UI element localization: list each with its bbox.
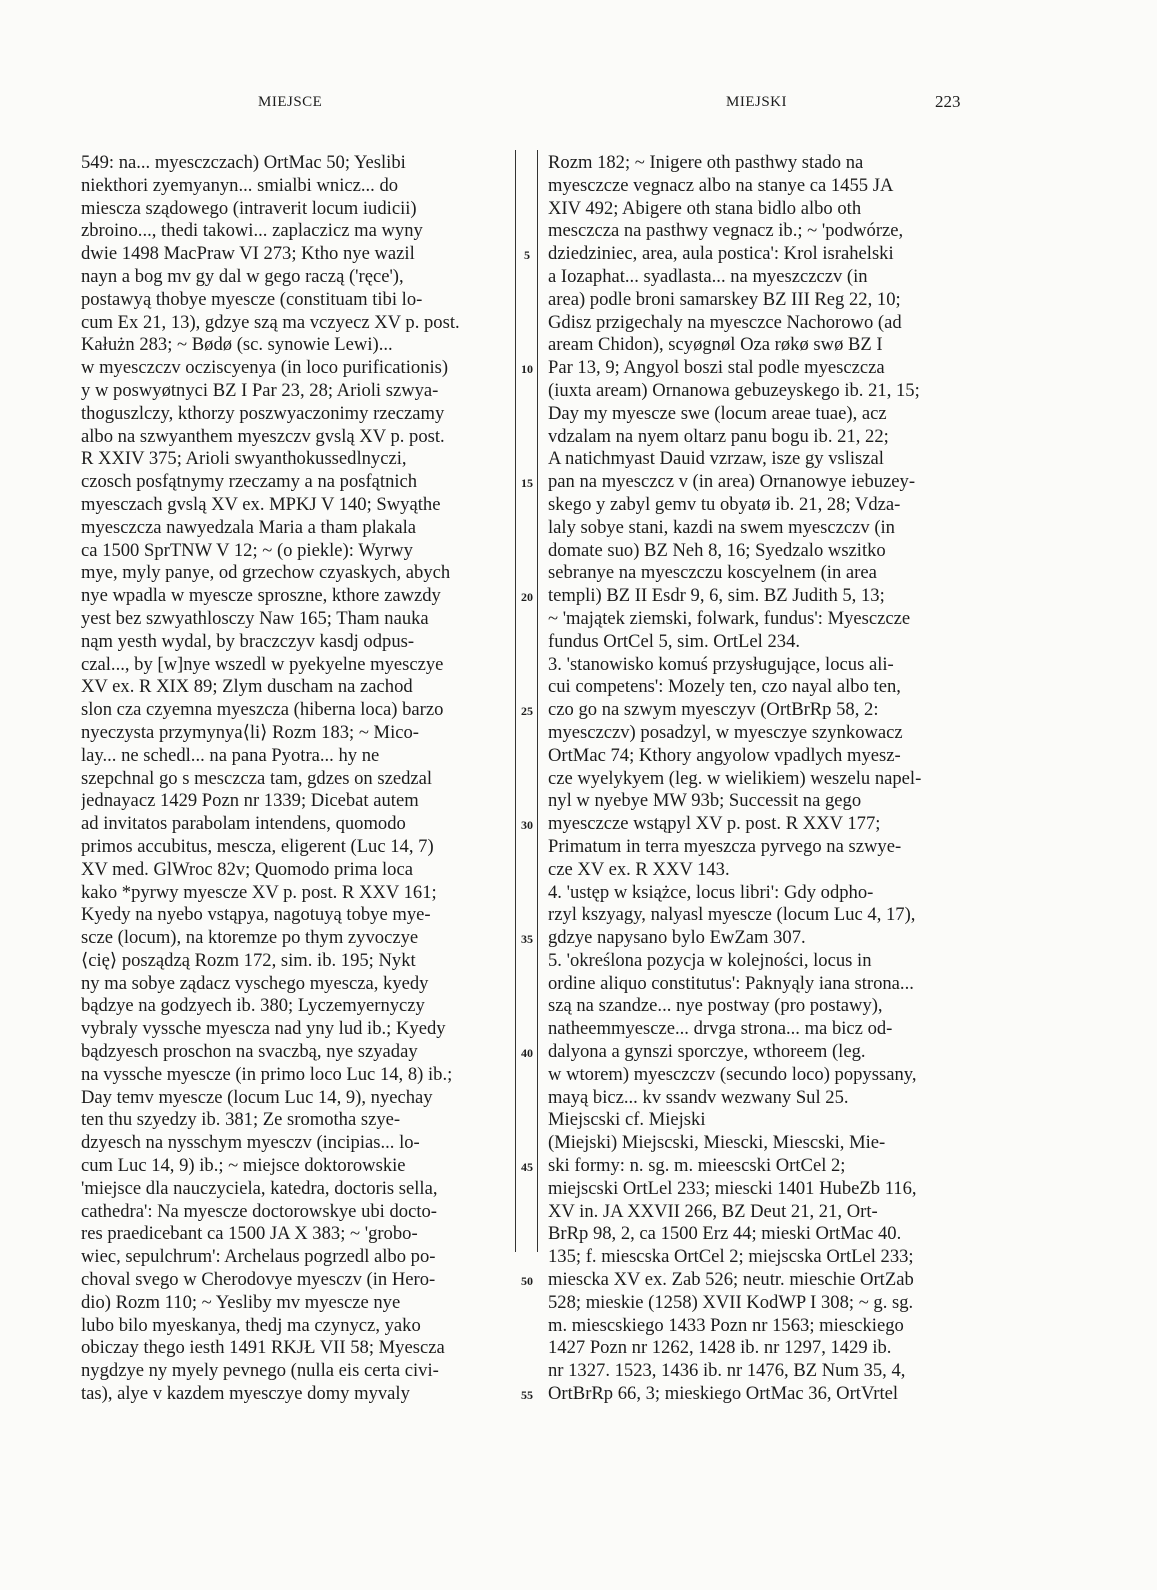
line-number: 20 [521, 590, 533, 605]
right-column-line: czo go na szwym myesczyv (OrtBrRp 58, 2: [548, 699, 879, 721]
left-column-line: wiec, sepulchrum': Archelaus pogrzedl albo po- [81, 1246, 436, 1268]
right-column-line: vdzalam na nyem oltarz panu bogu ib. 21, 22; [548, 425, 889, 447]
left-column-line: primos accubitus, mescza, eligerent (Luc 14, 7) [81, 835, 434, 857]
right-column-line: laly sobye stani, kazdi na swem myesczczv (in [548, 516, 895, 538]
right-column-line: rzyl kszyagy, nalyasl myescze (locum Luc 4, 17), [548, 904, 916, 926]
right-column-line: (Miejski) Miejscski, Miescki, Miescski, Mie- [548, 1132, 886, 1154]
left-column-line: lay... ne schedl... na pana Pyotra... hy ne [81, 744, 380, 766]
line-number: 40 [521, 1046, 533, 1061]
right-column-line: miejscski OrtLel 233; miescki 1401 HubeZb 116, [548, 1177, 917, 1199]
left-column-line: Kyedy na nyebo vstąpya, nagotuyą tobye mye- [81, 904, 431, 926]
left-column-line: obiczay thego iesth 1491 RKJŁ VII 58; Myescza [81, 1337, 445, 1359]
right-column-line: A natichmyast Dauid vzrzaw, isze gy vsliszal [548, 448, 884, 470]
right-column-line: aream Chidon), scyøgnøl Oza røkø swø BZ I [548, 334, 883, 356]
right-column-line: Gdisz przigechaly na myesczce Nachorowo (ad [548, 311, 902, 333]
left-column-line: XV ex. R XIX 89; Zlym duscham na zachod [81, 676, 413, 698]
right-column-line: 135; f. miescska OrtCel 2; miejscska OrtLel 233; [548, 1246, 914, 1268]
right-column [548, 152, 984, 1406]
right-column-line: 1427 Pozn nr 1262, 1428 ib. nr 1297, 1429 ib. [548, 1337, 892, 1359]
left-column-line: slon cza czyemna myeszcza (hiberna loca) barzo [81, 699, 444, 721]
left-column-line: albo na szwyanthem myeszczv gvslą XV p. post. [81, 425, 445, 447]
right-column-line: miescka XV ex. Zab 526; neutr. mieschie OrtZab [548, 1269, 914, 1291]
left-column-line: ca 1500 SprTNW V 12; ~ (o piekle): Wyrwy [81, 539, 413, 561]
right-column-line: pan na myesczcz v (in area) Ornanowye iebuzey- [548, 471, 916, 493]
right-column-line: 528; mieskie (1258) XVII KodWP I 308; ~ g. sg. [548, 1291, 914, 1313]
line-number: 50 [521, 1274, 533, 1289]
left-column-line: dzyesch na nysschym myesczv (incipias... lo- [81, 1132, 420, 1154]
left-column [81, 152, 517, 1406]
right-column-line: a Iozaphat... syadlasta... na myeszczczv (in [548, 265, 868, 287]
left-column-line: nye wpadla w myescze sproszne, kthore zawzdy [81, 585, 441, 607]
right-column-line: nr 1327. 1523, 1436 ib. nr 1476, BZ Num 35, 4, [548, 1360, 906, 1382]
left-column-line: cum Ex 21, 13), gdzye szą ma vczyecz XV p. post. [81, 311, 460, 333]
left-column-line: scze (locum), na ktoremze po thym zyvoczye [81, 927, 419, 949]
right-column-line: myesczczv) posadzyl, w myesczye szynkowacz [548, 721, 903, 743]
running-header [0, 94, 1157, 118]
line-number: 10 [521, 362, 533, 377]
left-column-line: mye, myly panye, od grzechow czyaskych, abych [81, 562, 451, 584]
right-column-line: 4. 'ustęp w książce, locus libri': Gdy odpho- [548, 881, 874, 903]
right-column-line: area) podle broni samarskey BZ III Reg 22, 10; [548, 288, 901, 310]
left-column-line: miescza sządowego (intraverit locum iudicii) [81, 197, 417, 219]
page-number: 223 [935, 92, 961, 111]
right-column-line: m. miescskiego 1433 Pozn nr 1563; miesckiego [548, 1314, 904, 1336]
right-column-line: 3. 'stanowisko komuś przysługujące, locus ali- [548, 653, 894, 675]
left-column-line: choval svego w Cherodovye myesczv (in Hero- [81, 1269, 436, 1291]
right-column-line: OrtMac 74; Kthory angyolow vpadlych myesz- [548, 744, 901, 766]
right-column-line: nyl w nyebye MW 93b; Successit na gego [548, 790, 862, 812]
left-column-line: na vyssche myescze (in primo loco Luc 14, 8) ib.; [81, 1063, 453, 1085]
left-column-line: y w poswyøtnyci BZ I Par 23, 28; Arioli szwya- [81, 379, 439, 401]
right-column-line: ~ 'majątek ziemski, folwark, fundus': Myesczcze [548, 607, 911, 629]
header-right-entry: MIEJSKI [726, 94, 788, 110]
right-column-line: templi) BZ II Esdr 9, 6, sim. BZ Judith 5, 13; [548, 585, 885, 607]
left-column-line: tas), alye v kazdem myesczye domy myvaly [81, 1383, 410, 1405]
left-column-line: 'miejsce dla nauczyciela, katedra, doctoris sella, [81, 1177, 438, 1199]
left-column-line: jednayacz 1429 Pozn nr 1339; Dicebat autem [81, 790, 419, 812]
right-column-line: Miejscski cf. Miejski [548, 1109, 706, 1131]
right-column-line: mesczcza na pasthwy vegnacz ib.; ~ 'podwórze, [548, 220, 904, 242]
right-column-line: OrtBrRp 66, 3; mieskiego OrtMac 36, OrtVrtel [548, 1383, 899, 1405]
right-column-line: szą na szandze... nye postway (pro postawy), [548, 995, 883, 1017]
left-column-line: lubo bilo myeskanya, thedj ma czynycz, yako [81, 1314, 421, 1336]
left-column-line: Day temv myescze (locum Luc 14, 9), nyechay [81, 1086, 433, 1108]
right-column-line: myesczcze wstąpyl XV p. post. R XXV 177; [548, 813, 881, 835]
right-column-line: Rozm 182; ~ Inigere oth pasthwy stado na [548, 152, 864, 173]
left-column-line: w myesczczv ocziscyenya (in loco purificationis) [81, 357, 449, 379]
line-number: 45 [521, 1160, 533, 1175]
left-column-line: Kałużn 283; ~ Bødø (sc. synowie Lewi)... [81, 334, 393, 356]
right-column-line: dalyona a gynszi sporczye, wthoreem (leg. [548, 1041, 866, 1063]
left-column-line: cathedra': Na myescze doctorowskye ubi docto- [81, 1200, 437, 1222]
left-column-line: zbroino..., thedi takowi... zaplaczicz ma wyny [81, 220, 423, 242]
left-column-line: ten thu szyedzy ib. 381; Ze sromotha szye- [81, 1109, 401, 1131]
left-column-line: R XXIV 375; Arioli swyanthokussedlnyczi, [81, 448, 407, 470]
left-column-line: dio) Rozm 110; ~ Yesliby mv myescze nye [81, 1291, 401, 1313]
right-column-line: natheemmyescze... drvga strona... ma bicz od- [548, 1018, 893, 1040]
left-column-line: czosch posfątnymy rzeczamy a na posfątnich [81, 471, 418, 493]
left-column-line: dwie 1498 MacPraw VI 273; Ktho nye wazil [81, 243, 415, 265]
right-column-line: ski formy: n. sg. m. mieescski OrtCel 2; [548, 1155, 846, 1177]
column-rule-right [537, 150, 538, 1252]
right-column-line: Par 13, 9; Angyol boszi stal podle myesczcza [548, 357, 885, 379]
left-column-line: bądzye na godzyech ib. 380; Lyczemyernyczy [81, 995, 425, 1017]
line-number: 25 [521, 704, 533, 719]
right-column-line: XIV 492; Abigere oth stana bidlo albo oth [548, 197, 862, 219]
right-column-line: BrRp 98, 2, ca 1500 Erz 44; mieski OrtMac 40. [548, 1223, 902, 1245]
left-column-line: vybraly vyssche myescza nad yny lud ib.; Kyedy [81, 1018, 446, 1040]
line-number: 15 [521, 476, 533, 491]
right-column-line: Day my myescze swe (locum areae tuae), acz [548, 402, 887, 424]
left-column-line: postawyą thobye myescze (constituam tibi lo- [81, 288, 423, 310]
line-number: 5 [524, 248, 530, 263]
left-column-line: nayn a bog mv gy dal w gego raczą ('ręce'), [81, 265, 404, 287]
right-column-line: cze XV ex. R XXV 143. [548, 858, 730, 880]
right-column-line: fundus OrtCel 5, sim. OrtLel 234. [548, 630, 801, 652]
right-column-line: myesczcze vegnacz albo na stanye ca 1455 JA [548, 174, 894, 196]
right-column-line: skego y zabyl gemv tu obyatø ib. 21, 28; Vdza- [548, 493, 901, 515]
right-column-line: XV in. JA XXVII 266, BZ Deut 21, 21, Ort- [548, 1200, 878, 1222]
left-column-line: szepchnal go s mesczcza tam, gdzes on szedzal [81, 767, 433, 789]
right-column-line: cze wyelykyem (leg. w wielikiem) weszelu napel- [548, 767, 922, 789]
right-column-line: domate suo) BZ Neh 8, 16; Syedzalo wszitko [548, 539, 886, 561]
line-number: 35 [521, 932, 533, 947]
left-column-line: myesczach gvslą XV ex. MPKJ V 140; Swyąthe [81, 493, 441, 515]
right-column-line: ordine aliquo constitutus': Paknyąly iana strona... [548, 972, 914, 994]
right-column-line: cui competens': Mozely ten, czo nayal albo ten, [548, 676, 901, 698]
right-column-line: mayą bicz... kv ssandv wezwany Sul 25. [548, 1086, 849, 1108]
right-column-line: dziedziniec, area, aula postica': Krol israhelski [548, 243, 894, 265]
left-column-line: myesczcza nawyedzala Maria a tham plakala [81, 516, 417, 538]
left-column-line: XV med. GlWroc 82v; Quomodo prima loca [81, 858, 413, 880]
left-column-line: bądzyesch proschon na svaczbą, nye szyaday [81, 1041, 418, 1063]
left-column-line: kako *pyrwy myescze XV p. post. R XXV 161; [81, 881, 437, 903]
line-number: 55 [521, 1388, 533, 1403]
right-column-line: gdzye napysano bylo EwZam 307. [548, 927, 806, 949]
right-column-line: (iuxta aream) Ornanowa gebuzeyskego ib. 21, 15; [548, 379, 920, 401]
left-column-line: czal..., by [w]nye wszedl w pyekyelne myesczye [81, 653, 444, 675]
left-column-line: ad invitatos parabolam intendens, quomodo [81, 813, 406, 835]
left-column-line: res praedicebant ca 1500 JA X 383; ~ 'grobo- [81, 1223, 418, 1245]
left-column-line: nyeczysta przymynya⟨li⟩ Rozm 183; ~ Mico- [81, 721, 420, 743]
left-column-line: cum Luc 14, 9) ib.; ~ miejsce doktorowskie [81, 1155, 406, 1177]
left-column-line: nąm yesth wydal, by braczczyv kasdj odpus- [81, 630, 415, 652]
left-column-line: ⟨cię⟩ posządzą Rozm 172, sim. ib. 195; Nykt [81, 949, 416, 971]
right-column-line: sebranye na myesczczu koscyelnem (in area [548, 562, 877, 584]
right-column-line: Primatum in terra myeszcza pyrvego na szwye- [548, 835, 902, 857]
left-column-line: nygdzye ny myely pevnego (nulla eis certa civi- [81, 1360, 439, 1382]
left-column-line: ny ma sobye ządacz vyschego myescza, kyedy [81, 972, 429, 994]
right-column-line: 5. 'określona pozycja w kolejności, locus in [548, 949, 872, 971]
left-column-line: 549: na... myesczczach) OrtMac 50; Yeslibi [81, 152, 406, 173]
left-column-line: yest bez szwyathlosczy Naw 165; Tham nauka [81, 607, 429, 629]
line-number: 30 [521, 818, 533, 833]
left-column-line: niekthori zyemyanyn... smialbi wnicz... do [81, 174, 399, 196]
header-left-entry: MIEJSCE [258, 94, 323, 110]
right-column-line: w wtorem) myesczczv (secundo loco) popyssany, [548, 1063, 917, 1085]
left-column-line: thoguszlczy, kthorzy poszwyaczonimy rzeczamy [81, 402, 445, 424]
